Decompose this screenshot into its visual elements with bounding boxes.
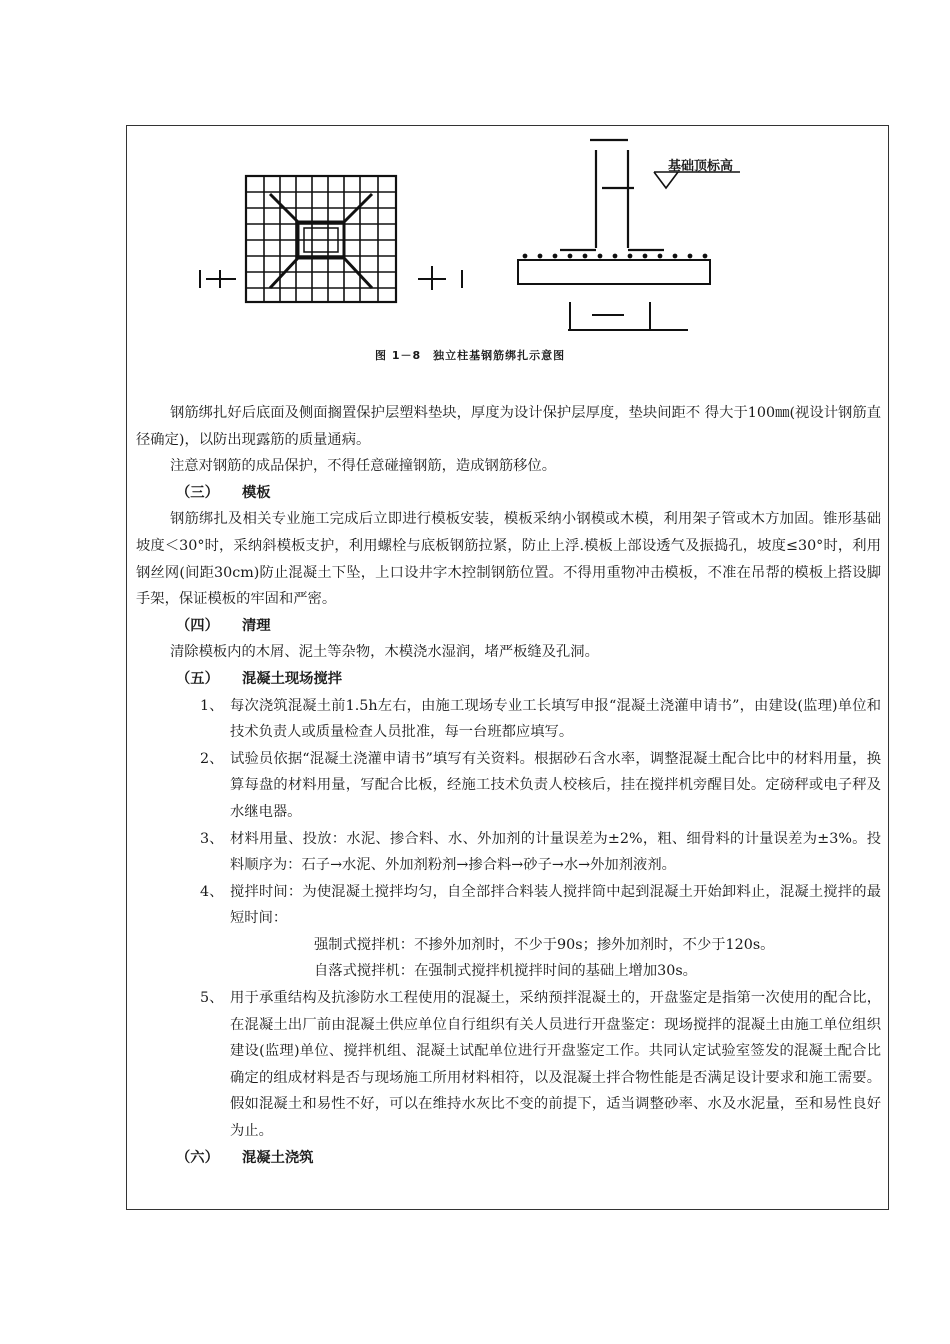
list-item-number: 2、 — [200, 750, 224, 767]
list-item — [136, 693, 881, 746]
section-heading-pouring — [136, 1145, 881, 1172]
section-number: （四） — [176, 617, 219, 634]
list-item-number: 3、 — [200, 830, 224, 847]
list-item-text: 用于承重结构及抗渗防水工程使用的混凝土，采纳预拌混凝土的，开盘鉴定是指第一次使用的配合比，在混凝土出厂前由混凝土供应单位自行组织有关人员进行开盘鉴定：现场搅拌的混凝土由施工单位组织建设(监理)单位、搅拌机组、混凝土试配单位进行开盘鉴定工作。共同认定试验室签发的混凝土配合比确定的组成材料是否与现场施工所用材料相符，以及混凝土拌合物性能是否满足设计要求和施工需要。假如混凝土和易性不好，可以在维持水灰比不变的前提下，适当调整砂率、水及水泥量，至和易性良好为止。 — [230, 990, 881, 1140]
mixing-time-gravity: 自落式搅拌机：在强制式搅拌机搅拌时间的基础上增加30s。 — [314, 963, 697, 980]
paragraph-formwork: 钢筋绑扎及相关专业施工完成后立即进行模板安装，模板采纳小钢模或木模，利用架子管或木方加固。锥形基础坡度＜30°时，采纳斜模板支护，利用螺栓与底板钢筋拉紧，防止上浮.模板上部设透气及振捣孔，坡度≤30°时，利用钢丝网(间距30cm)防止混凝土下坠，上口设井字木控制钢筋位置。不得用重物冲击模板，不准在吊帮的模板上搭设脚手架，保证模板的牢固和严密。 — [136, 511, 881, 608]
section-heading-formwork — [136, 480, 881, 507]
section-number: （三） — [176, 484, 219, 501]
list-item — [136, 879, 881, 932]
paragraph-cleaning: 清除模板内的木屑、泥土等杂物，木模浇水湿润，堵严板缝及孔洞。 — [170, 644, 599, 661]
section-heading-cleaning — [136, 613, 881, 640]
section-heading-mixing — [136, 666, 881, 693]
document-body — [136, 400, 881, 1171]
list-item — [136, 746, 881, 826]
list-item-text: 搅拌时间：为使混凝土搅拌均匀，自全部拌合料装人搅拌筒中起到混凝土开始卸料止，混凝土搅拌的最短时间： — [230, 883, 881, 927]
list-item-text: 试验员依据“混凝土浇灌申请书”填写有关资料。根据砂石含水率，调整混凝土配合比中的材料用量，换算每盘的材料用量，写配合比板，经施工技术负责人校核后，挂在搅拌机旁醒目处。定磅秤或电子秤及水继电器。 — [230, 750, 881, 820]
list-item — [136, 826, 881, 879]
figure-caption: 图 1－8 独立柱基钢筋绑扎示意图 — [375, 349, 566, 362]
list-item — [136, 985, 881, 1145]
mixing-time-forced: 强制式搅拌机：不掺外加剂时，不少于90s；掺外加剂时，不少于120s。 — [314, 936, 775, 953]
section-number: （五） — [176, 670, 219, 687]
list-item-number: 1、 — [200, 697, 224, 714]
section-number: （六） — [176, 1149, 219, 1166]
section-title: 混凝土浇筑 — [242, 1149, 314, 1166]
section-title: 模板 — [242, 484, 271, 501]
list-item-number: 4、 — [200, 883, 224, 900]
list-item-number: 5、 — [200, 990, 224, 1007]
section-title: 清理 — [242, 617, 271, 634]
section-title: 混凝土现场搅拌 — [242, 670, 343, 687]
paragraph-protective-layer: 钢筋绑扎好后底面及侧面搁置保护层塑料垫块，厚度为设计保护层厚度，垫块间距不 得大于100㎜(视设计钢筋直径确定)，以防出现露筋的质量通病。 — [136, 405, 881, 448]
plan-view — [200, 176, 462, 302]
list-item-text: 材料用量、投放：水泥、掺合料、水、外加剂的计量误差为±2%，粗、细骨料的计量误差为±3%。投料顺序为：石子→水泥、外加剂粉剂→掺合料→砂子→水→外加剂液剂。 — [230, 830, 881, 874]
foundation-top-elevation-label: 基础顶标高 — [668, 159, 734, 174]
list-item-text: 每次浇筑混凝土前1.5h左右，由施工现场专业工长填写申报“混凝土浇灌申请书”，由建设(监理)单位和技术负责人或质量检查人员批准，每一台班都应填写。 — [230, 697, 881, 741]
paragraph-rebar-protection: 注意对钢筋的成品保护，不得任意碰撞钢筋，造成钢筋移位。 — [170, 458, 557, 475]
